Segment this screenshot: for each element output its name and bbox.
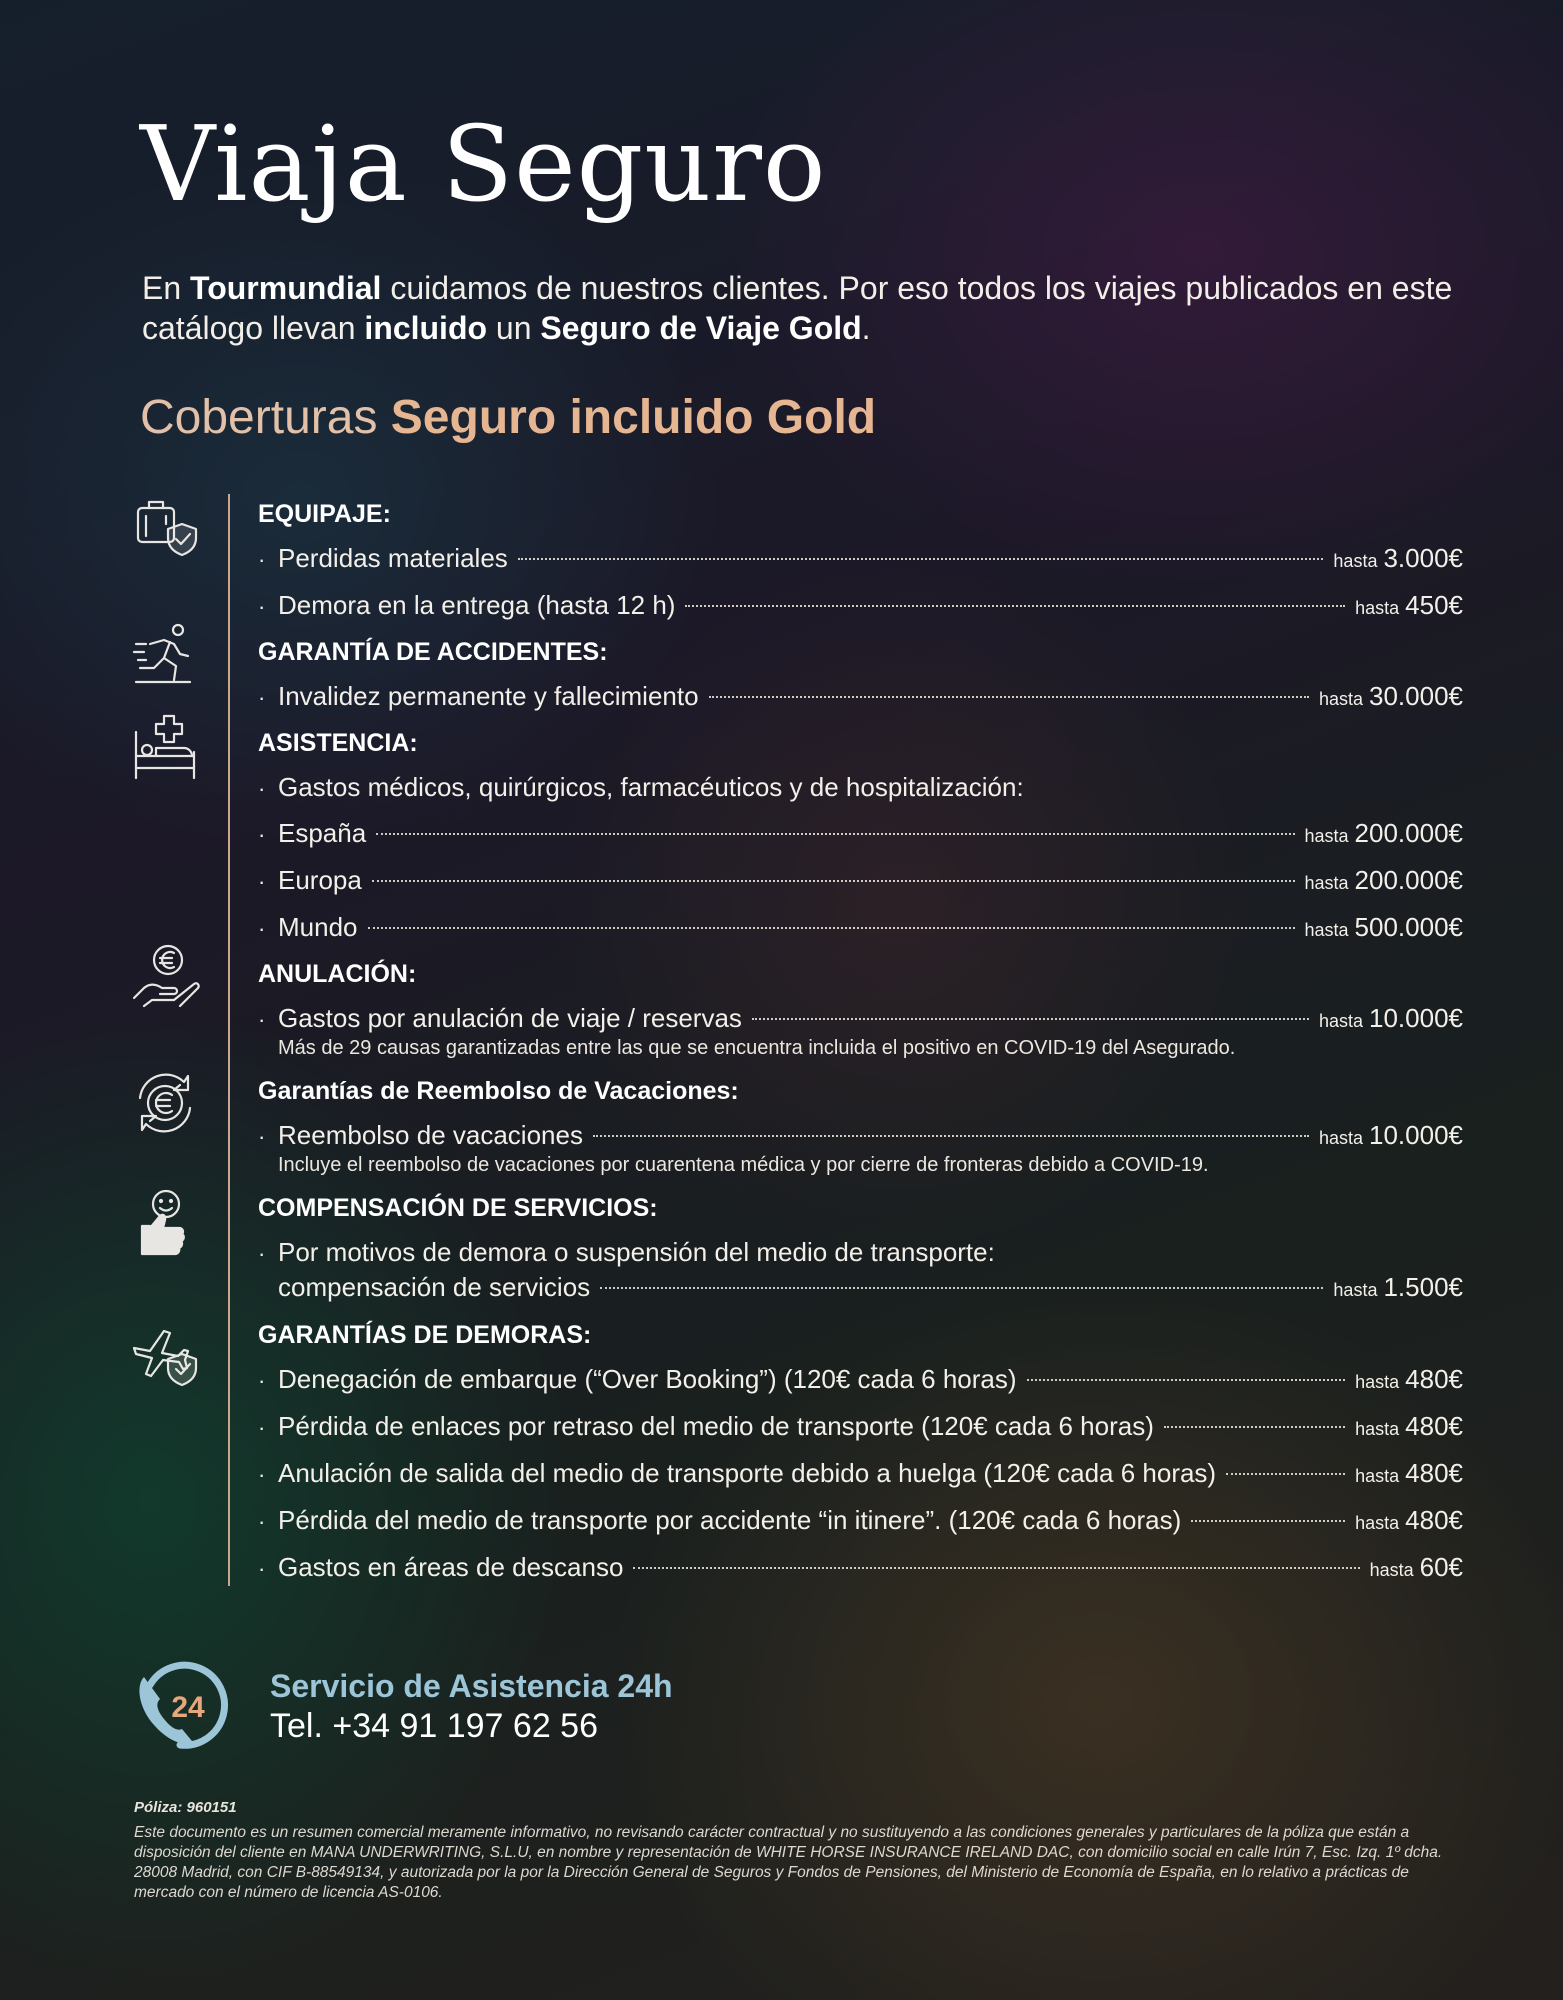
coverage-heading-light: Coberturas [140, 391, 391, 444]
coverage-amount [1355, 1498, 1463, 1545]
thumbs-up-icon [130, 1188, 200, 1258]
coverage-label: Pérdida de enlaces por retraso del medio de transporte (120€ cada 6 horas) [278, 1411, 1154, 1441]
hasta-label: hasta [1333, 551, 1378, 571]
coverage-row [258, 674, 1463, 721]
section-title-asistencia: ASISTENCIA: [258, 729, 418, 757]
hasta-label: hasta [1355, 1513, 1400, 1533]
coverage-label: Gastos en áreas de descanso [278, 1552, 624, 1582]
dot-leader [372, 880, 1295, 882]
hasta-label: hasta [1369, 1560, 1414, 1580]
coverage-heading [140, 388, 876, 448]
dot-leader [1191, 1520, 1345, 1522]
coverage-note: Más de 29 causas garantizadas entre las que se encuentra incluida el positivo en COVID-19 del Asegurado. [278, 1037, 1236, 1059]
hasta-label: hasta [1304, 826, 1349, 846]
dot-leader [368, 927, 1295, 929]
hasta-label: hasta [1318, 1011, 1364, 1031]
coverage-label: Perdidas materiales [278, 543, 508, 573]
coverage-heading-bold: Seguro incluido Gold [390, 391, 877, 444]
coverage-amount [1305, 858, 1464, 905]
section-title-equipaje: EQUIPAJE: [258, 500, 391, 528]
coverage-label: Gastos médicos, quirúrgicos, farmacéuticos y de hospitalización: [278, 772, 1024, 802]
section-title-demoras: GARANTÍAS DE DEMORAS: [258, 1321, 592, 1349]
coverage-amount [1333, 536, 1463, 583]
dot-leader [685, 605, 1345, 607]
dot-leader [518, 558, 1324, 560]
coverage-list [258, 492, 1463, 1592]
coverage-row [258, 1404, 1463, 1451]
coverage-label: España [278, 818, 367, 848]
coverage-row [258, 858, 1463, 905]
bullet: · [258, 1556, 266, 1581]
hasta-label: hasta [1304, 920, 1349, 940]
coverage-label: Invalidez permanente y fallecimiento [278, 681, 699, 711]
coverage-amount [1305, 811, 1464, 858]
hasta-label: hasta [1333, 1280, 1378, 1300]
dot-leader [1226, 1473, 1345, 1475]
coverage-label: Mundo [278, 912, 358, 942]
hospital-bed-icon [130, 712, 200, 782]
divider-line [228, 494, 230, 1586]
running-person-icon [130, 620, 200, 690]
coverage-row [258, 583, 1463, 630]
coverage-label: compensación de servicios [278, 1272, 591, 1302]
amount-value: 480€ [1405, 1411, 1463, 1441]
section-title-compensacion: COMPENSACIÓN DE SERVICIOS: [258, 1194, 658, 1222]
dot-leader [1164, 1426, 1345, 1428]
coverage-amount [1355, 1404, 1463, 1451]
amount-value: 60€ [1419, 1552, 1463, 1582]
hasta-label: hasta [1355, 1419, 1400, 1439]
amount-value: 200.000€ [1354, 865, 1463, 895]
amount-value: 200.000€ [1354, 818, 1463, 848]
dot-leader [633, 1567, 1359, 1569]
intro-part: . [861, 310, 871, 346]
insurance-name: Seguro de Viaje Gold [540, 310, 862, 346]
service-phone[interactable]: Tel. +34 91 197 62 56 [270, 1707, 598, 1745]
bullet: · [258, 1462, 266, 1487]
euro-refund-icon [130, 1068, 200, 1138]
icon-number: 24 [171, 1691, 205, 1724]
amount-value: 480€ [1405, 1364, 1463, 1394]
coverage-row [258, 1357, 1463, 1404]
intro-included: incluido [364, 310, 488, 346]
coverage-note: Incluye el reembolso de vacaciones por cuarentena médica y por cierre de fronteras debido a COVID-19. [278, 1154, 1209, 1176]
bullet: · [258, 547, 266, 572]
intro-text [142, 268, 1472, 348]
coverage-row [258, 1498, 1463, 1545]
hasta-label: hasta [1318, 689, 1364, 709]
bullet: · [258, 916, 266, 941]
amount-value: 1.500€ [1383, 1272, 1463, 1302]
brand-name: Tourmundial [190, 270, 382, 306]
amount-value: 480€ [1405, 1505, 1463, 1535]
coverage-amount [1355, 1357, 1463, 1404]
bullet: · [258, 1007, 266, 1032]
hasta-label: hasta [1304, 873, 1349, 893]
bullet: · [258, 776, 266, 801]
amount-value: 3.000€ [1383, 543, 1463, 573]
hasta-label: hasta [1355, 1466, 1400, 1486]
bullet: · [258, 869, 266, 894]
coverage-amount [1319, 996, 1463, 1043]
coverage-row [258, 765, 1463, 811]
phone-24h-icon [130, 1655, 230, 1755]
service-title: Servicio de Asistencia 24h [270, 1668, 673, 1704]
coverage-label: Anulación de salida del medio de transporte debido a huelga (120€ cada 6 horas) [278, 1458, 1217, 1488]
coverage-label: Europa [278, 865, 362, 895]
dot-leader [752, 1018, 1309, 1020]
hasta-label: hasta [1355, 598, 1400, 618]
coverage-row [258, 1236, 1463, 1270]
section-title-accidentes: GARANTÍA DE ACCIDENTES: [258, 638, 608, 666]
coverage-label: Por motivos de demora o suspensión del medio de transporte: [278, 1237, 995, 1267]
coverage-label: Denegación de embarque (“Over Booking”) (120€ cada 6 horas) [278, 1364, 1017, 1394]
coverage-amount [1355, 583, 1463, 630]
section-title-anulacion: ANULACIÓN: [258, 960, 417, 988]
coverage-amount [1370, 1545, 1463, 1592]
hasta-label: hasta [1355, 1372, 1400, 1392]
bullet: · [258, 594, 266, 619]
coverage-amount [1355, 1451, 1463, 1498]
intro-part: En [142, 270, 191, 306]
policy-number: Póliza: 960151 [134, 1799, 237, 1816]
page-title: Viaja Seguro [140, 103, 827, 225]
bullet: · [258, 1124, 266, 1149]
intro-part: un [487, 310, 541, 346]
bullet: · [258, 1241, 266, 1266]
section-title-reembolso: Garantías de Reembolso de Vacaciones: [258, 1077, 739, 1105]
amount-value: 10.000€ [1369, 1003, 1463, 1033]
coverage-amount [1333, 1270, 1463, 1307]
amount-value: 450€ [1405, 590, 1463, 620]
dot-leader [600, 1287, 1323, 1289]
amount-value: 10.000€ [1369, 1120, 1463, 1150]
coverage-row [258, 1545, 1463, 1592]
coverage-amount [1319, 1113, 1463, 1160]
bullet: · [258, 1509, 266, 1534]
bullet: · [258, 1368, 266, 1393]
euro-hand-icon [130, 942, 200, 1012]
luggage-shield-icon [130, 492, 200, 562]
hasta-label: hasta [1318, 1128, 1364, 1148]
dot-leader [376, 833, 1294, 835]
coverage-amount [1319, 674, 1463, 721]
amount-value: 30.000€ [1369, 681, 1463, 711]
dot-leader [709, 696, 1309, 698]
coverage-label: Pérdida del medio de transporte por accidente “in itinere”. (120€ cada 6 horas) [278, 1505, 1182, 1535]
coverage-amount [1305, 905, 1464, 952]
plane-shield-icon [130, 1318, 200, 1388]
coverage-row [258, 1451, 1463, 1498]
amount-value: 500.000€ [1354, 912, 1463, 942]
dot-leader [1027, 1379, 1346, 1381]
coverage-row [258, 905, 1463, 952]
dot-leader [593, 1135, 1309, 1137]
coverage-row [258, 536, 1463, 583]
legal-text: Este documento es un resumen comercial meramente informativo, no revisando carácter contractual y no sustituyendo a las condiciones generales y particulares de la póliza que están a disposición del cliente en MANA UNDERWRITING, S.L.U, en nombre y representación de WHITE HORSE INSURANCE IRELAND DAC, con domicilio social en calle Irún 7, Esc. Izq. 1º dcha. 28008 Madrid, con CIF B-88549134, y autorizada por la por la Dirección General de Seguros y Fondos de Pensiones, del Ministerio de Economía de España, en lo relativo a prácticas de mercado con el número de licencia AS-0106. [134, 1824, 1443, 1901]
coverage-row [258, 1113, 1463, 1160]
coverage-row [258, 996, 1463, 1043]
coverage-label: Reembolso de vacaciones [278, 1120, 583, 1150]
intro-part: cuidamos de nuestros clientes. Por eso todos los viajes publicados en este catálogo llevan [142, 270, 1453, 346]
amount-value: 480€ [1405, 1458, 1463, 1488]
coverage-row [258, 1270, 1463, 1307]
bullet: · [258, 685, 266, 710]
coverage-row [258, 811, 1463, 858]
bullet: · [258, 822, 266, 847]
bullet: · [258, 1415, 266, 1440]
coverage-label: Gastos por anulación de viaje / reservas [278, 1003, 742, 1033]
coverage-label: Demora en la entrega (hasta 12 h) [278, 590, 676, 620]
